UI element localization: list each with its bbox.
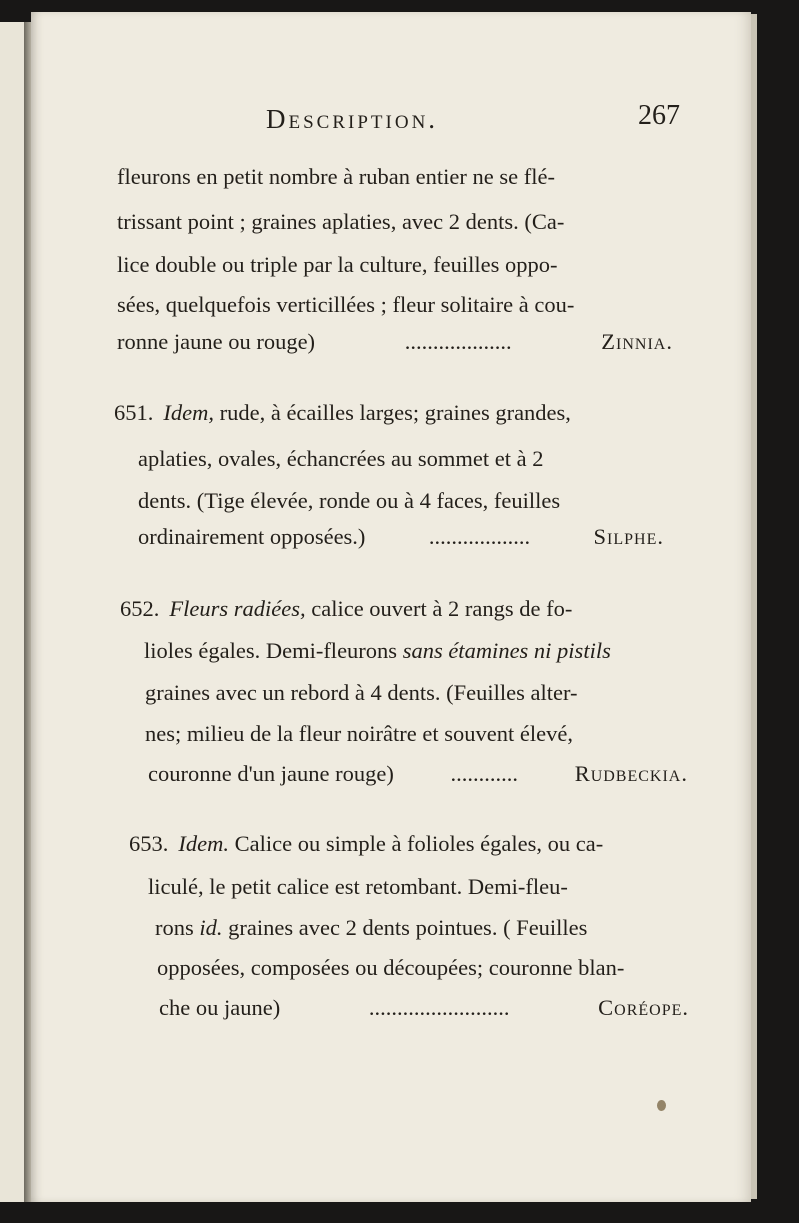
entry-number: 651. <box>114 400 154 425</box>
entry-first-line <box>129 831 675 857</box>
running-title: Description. <box>266 104 439 134</box>
text-line: liculé, le petit calice est retombant. Demi-fleu- <box>148 874 568 899</box>
text-line: lice double ou triple par la culture, feuilles oppo- <box>117 252 558 277</box>
line-text: rons <box>155 915 200 940</box>
page-edge <box>751 14 757 1199</box>
page-number: 267 <box>638 100 680 131</box>
dot-leader: ................... <box>404 329 512 354</box>
entry-first-line <box>114 400 670 426</box>
text-line: dents. (Tige élevée, ronde ou à 4 faces, feuilles <box>138 488 561 513</box>
italic-text: Idem. <box>178 831 229 856</box>
text-line: fleurons en petit nombre à ruban entier ne se flé- <box>117 164 555 189</box>
entry-number: 653. <box>129 831 169 856</box>
entry-last-line <box>159 995 689 1021</box>
entry-number: 652. <box>120 596 160 621</box>
line-text: ordinairement opposées.) <box>138 524 366 549</box>
page-text <box>31 12 751 1202</box>
dot-leader: ......................... <box>368 995 510 1020</box>
text-line: trissant point ; graines aplaties, avec 2 dents. (Ca- <box>117 209 565 234</box>
line-text: couronne d'un jaune rouge) <box>148 761 394 786</box>
line-text: calice ouvert à 2 rangs de fo- <box>305 596 573 621</box>
entry-last-line <box>117 329 673 355</box>
entry-first-line <box>120 596 666 622</box>
dot-leader: .................. <box>428 524 531 549</box>
line-text: rude, à écailles larges; graines grandes, <box>213 400 571 425</box>
text-line: graines avec un rebord à 4 dents. (Feuilles alter- <box>145 680 578 705</box>
italic-text: sans étamines ni pistils <box>402 638 611 663</box>
line-text: lioles égales. Demi-fleurons <box>144 638 403 663</box>
text-line: opposées, composées ou découpées; couronne blan- <box>157 955 625 980</box>
book-page <box>31 12 751 1202</box>
entry-last-line <box>138 524 664 550</box>
entry-last-line <box>148 761 688 787</box>
line-text: che ou jaune) <box>159 995 281 1020</box>
dot-leader: ............ <box>450 761 519 786</box>
genus-name: Zinnia. <box>601 329 673 354</box>
italic-text: id. <box>199 915 223 940</box>
genus-name: Coréope. <box>598 995 689 1020</box>
text-line <box>155 915 681 941</box>
line-text: graines avec 2 dents pointues. ( Feuilles <box>222 915 588 940</box>
text-line: sées, quelquefois verticillées ; fleur solitaire à cou- <box>117 292 575 317</box>
text-line: nes; milieu de la fleur noirâtre et souvent élevé, <box>145 721 573 746</box>
italic-text: Fleurs radiées, <box>169 596 306 621</box>
book-gutter <box>24 22 31 1202</box>
line-text: Calice ou simple à folioles égales, ou ca- <box>228 831 604 856</box>
text-line <box>144 638 668 664</box>
text-line: aplaties, ovales, échancrées au sommet et à 2 <box>138 446 544 471</box>
genus-name: Rudbeckia. <box>574 761 688 786</box>
ink-stain <box>657 1100 666 1111</box>
line-text: ronne jaune ou rouge) <box>117 329 316 354</box>
facing-page-edge <box>0 22 25 1202</box>
genus-name: Silphe. <box>593 524 664 549</box>
italic-text: Idem, <box>163 400 214 425</box>
